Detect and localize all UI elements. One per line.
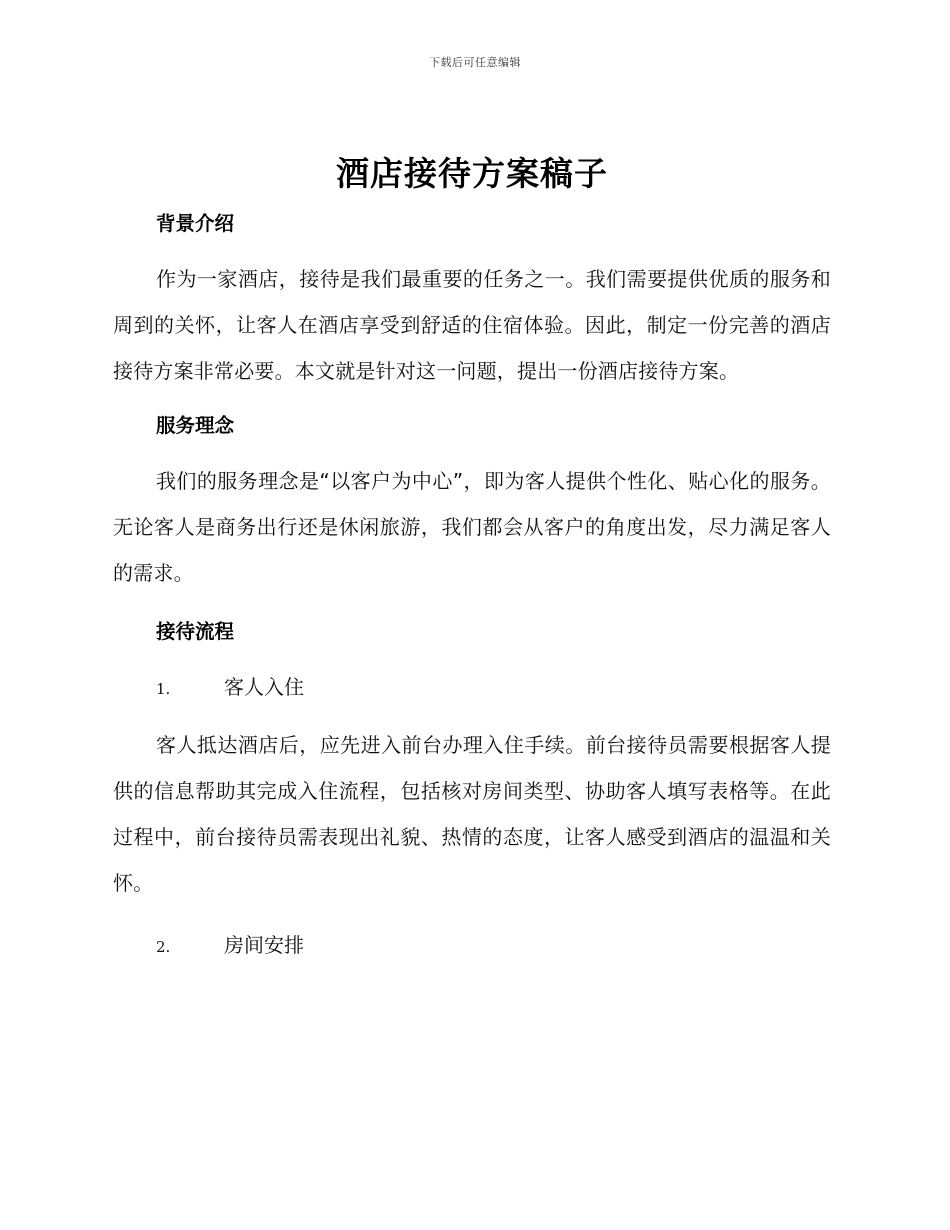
document-body [113, 148, 831, 962]
list-label: 客人入住 [224, 675, 304, 699]
list-number: 1. [156, 680, 171, 698]
list-label: 房间安排 [224, 933, 304, 957]
section-heading-reception-process: 接待流程 [156, 620, 235, 643]
paragraph-background: 作为一家酒店，接待是我们最重要的任务之一。我们需要提供优质的服务和周到的关怀，让客人在酒店享受到舒适的住宿体验。因此，制定一份完善的酒店接待方案非常必要。本文就是针对这一问题，提出一份酒店接待方案。 [113, 267, 831, 383]
list-item-check-in [113, 672, 831, 704]
list-item-room-arrangement [113, 930, 831, 962]
section-heading-service-philosophy: 服务理念 [156, 414, 235, 437]
header-note: 下载后可任意编辑 [429, 56, 521, 69]
paragraph-check-in: 客人抵达酒店后，应先进入前台办理入住手续。前台接待员需要根据客人提供的信息帮助其完成入住流程，包括核对房间类型、协助客人填写表格等。在此过程中，前台接待员需表现出礼貌、热情的态度，让客人感受到酒店的温温和关怀。 [113, 733, 831, 895]
document-title: 酒店接待方案稿子 [336, 154, 608, 193]
paragraph-service-philosophy: 我们的服务理念是“以客户为中心”，即为客人提供个性化、贴心化的服务。无论客人是商务出行还是休闲旅游，我们都会从客户的角度出发，尽力满足客人的需求。 [113, 469, 831, 585]
list-number: 2. [156, 938, 171, 956]
section-heading-background: 背景介绍 [156, 212, 235, 235]
